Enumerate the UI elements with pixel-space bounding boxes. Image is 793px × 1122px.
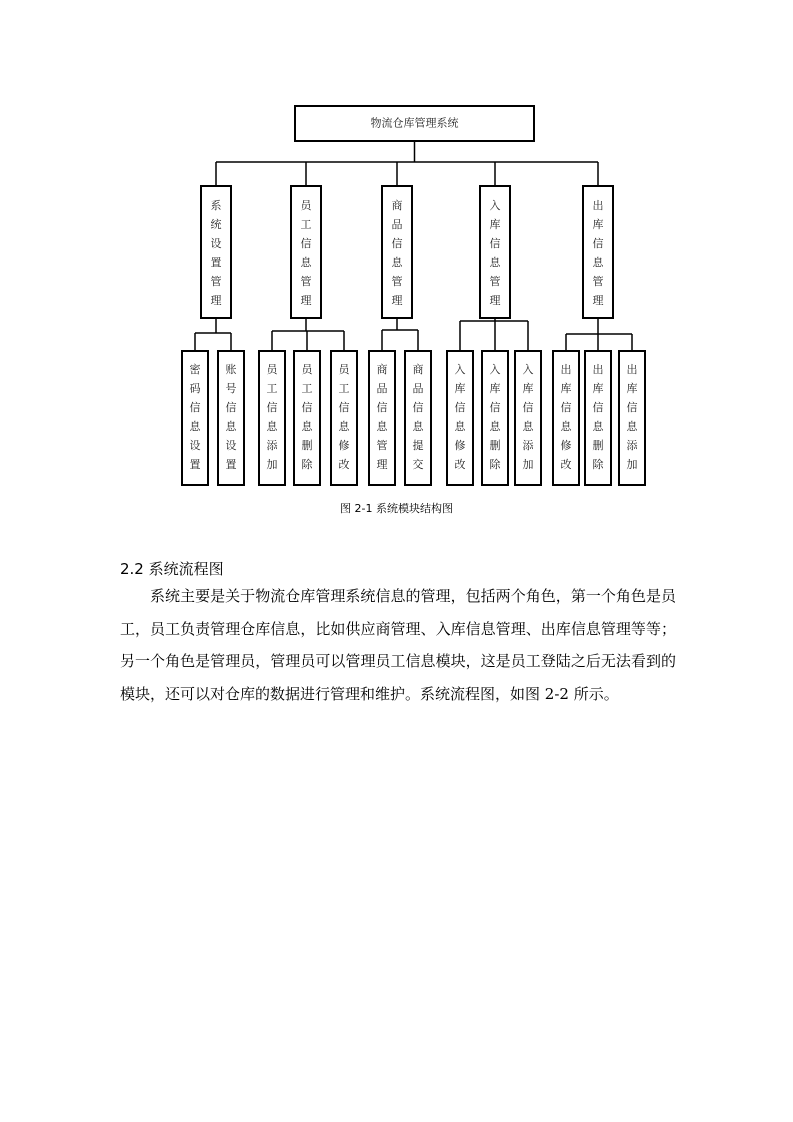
- submodule-label-char: 库: [522, 382, 534, 395]
- module-label-char: 置: [210, 256, 222, 269]
- submodule-label-char: 信: [522, 401, 534, 414]
- submodule-label-char: 加: [522, 458, 534, 471]
- submodule-label-char: 置: [189, 458, 201, 471]
- submodule-label-char: 出: [560, 363, 572, 376]
- submodule-label-char: 设: [189, 439, 201, 452]
- submodule-label-char: 信: [412, 401, 424, 414]
- module-label-char: 理: [210, 294, 222, 307]
- submodule-label-char: 修: [338, 439, 350, 452]
- submodule-label-char: 息: [626, 420, 638, 433]
- submodule-label-char: 商: [412, 363, 424, 376]
- submodule-label-char: 管: [376, 439, 388, 452]
- submodule-label-char: 息: [489, 420, 501, 433]
- submodule-label-char: 添: [266, 439, 278, 452]
- submodule-label-char: 息: [266, 420, 278, 433]
- module-label-char: 信: [391, 237, 403, 250]
- module-label-char: 商: [391, 199, 403, 212]
- submodule-label-char: 信: [189, 401, 201, 414]
- submodule-label-char: 息: [376, 420, 388, 433]
- root-label: 物流仓库管理系统: [370, 116, 459, 130]
- submodule-label-char: 信: [592, 401, 604, 414]
- submodule-label-char: 工: [338, 382, 350, 395]
- module-label-char: 管: [210, 275, 222, 288]
- module-label-char: 理: [592, 294, 604, 307]
- submodule-label-char: 改: [454, 458, 466, 471]
- submodule-label-char: 码: [189, 382, 201, 395]
- submodule-label-char: 信: [266, 401, 278, 414]
- module-label-char: 管: [592, 275, 604, 288]
- submodule-label-char: 库: [592, 382, 604, 395]
- submodule-label-char: 信: [560, 401, 572, 414]
- module-label-char: 理: [489, 294, 501, 307]
- submodule-label-char: 信: [376, 401, 388, 414]
- submodule-label-char: 置: [225, 458, 237, 471]
- submodule-label-char: 息: [189, 420, 201, 433]
- submodule-label-char: 出: [626, 363, 638, 376]
- submodule-label-char: 信: [338, 401, 350, 414]
- submodule-label-char: 修: [454, 439, 466, 452]
- module-label-char: 出: [592, 199, 604, 212]
- submodule-label-char: 提: [412, 439, 424, 452]
- submodule-label-char: 息: [522, 420, 534, 433]
- submodule-label-char: 工: [301, 382, 313, 395]
- module-label-char: 理: [391, 294, 403, 307]
- module-label-char: 库: [592, 218, 604, 231]
- module-label-char: 息: [391, 256, 403, 269]
- submodule-label-char: 删: [489, 439, 501, 452]
- submodule-label-char: 息: [592, 420, 604, 433]
- module-structure-diagram: [0, 0, 793, 500]
- submodule-label-char: 修: [560, 439, 572, 452]
- submodule-label-char: 添: [626, 439, 638, 452]
- submodule-label-char: 账: [225, 363, 237, 376]
- submodule-label-char: 库: [626, 382, 638, 395]
- submodule-label-char: 信: [301, 401, 313, 414]
- submodule-label-char: 加: [626, 458, 638, 471]
- module-label-char: 系: [210, 199, 222, 212]
- submodule-label-char: 号: [225, 382, 237, 395]
- module-label-char: 信: [489, 237, 501, 250]
- submodule-label-char: 库: [489, 382, 501, 395]
- submodule-label-char: 息: [454, 420, 466, 433]
- submodule-label-char: 出: [592, 363, 604, 376]
- submodule-label-char: 信: [225, 401, 237, 414]
- submodule-label-char: 息: [412, 420, 424, 433]
- submodule-label-char: 息: [225, 420, 237, 433]
- submodule-label-char: 改: [560, 458, 572, 471]
- module-label-char: 理: [300, 294, 312, 307]
- submodule-label-char: 信: [626, 401, 638, 414]
- module-label-char: 息: [489, 256, 501, 269]
- submodule-label-char: 除: [489, 458, 501, 471]
- module-label-char: 息: [592, 256, 604, 269]
- submodule-label-char: 息: [338, 420, 350, 433]
- module-label-char: 库: [489, 218, 501, 231]
- submodule-label-char: 加: [266, 458, 278, 471]
- module-label-char: 员: [300, 199, 312, 212]
- figure-caption: 图 2-1 系统模块结构图: [340, 502, 453, 515]
- submodule-label-char: 信: [454, 401, 466, 414]
- submodule-label-char: 入: [454, 363, 466, 376]
- submodule-label-char: 密: [189, 363, 201, 376]
- submodule-label-char: 员: [301, 363, 313, 376]
- submodule-label-char: 理: [376, 458, 388, 471]
- submodule-label-char: 员: [338, 363, 350, 376]
- submodule-label-char: 库: [560, 382, 572, 395]
- submodule-label-char: 入: [522, 363, 534, 376]
- section-heading: 2.2 系统流程图: [120, 560, 224, 578]
- submodule-label-char: 信: [489, 401, 501, 414]
- submodule-label-char: 改: [338, 458, 350, 471]
- submodule-label-char: 交: [412, 458, 424, 471]
- submodule-label-char: 息: [560, 420, 572, 433]
- module-label-char: 统: [210, 218, 222, 231]
- submodule-label-char: 息: [301, 420, 313, 433]
- body-paragraph: 系统主要是关于物流仓库管理系统信息的管理，包括两个角色，第一个角色是员工，员工负责管理仓库信息，比如供应商管理、入库信息管理、出库信息管理等等；另一个角色是管理员，管理员可以管理员工信息模块，这是员工登陆之后无法看到的模块，还可以对仓库的数据进行管理和维护。系统流程图，如图 2-2 所示。: [120, 587, 676, 703]
- module-label-char: 管: [300, 275, 312, 288]
- submodule-label-char: 除: [301, 458, 313, 471]
- module-label-char: 入: [489, 199, 501, 212]
- module-label-char: 信: [300, 237, 312, 250]
- submodule-label-char: 工: [266, 382, 278, 395]
- submodule-label-char: 入: [489, 363, 501, 376]
- module-label-char: 设: [210, 237, 222, 250]
- module-label-char: 工: [300, 218, 312, 231]
- module-label-char: 管: [489, 275, 501, 288]
- module-label-char: 信: [592, 237, 604, 250]
- submodule-label-char: 商: [376, 363, 388, 376]
- submodule-label-char: 品: [412, 382, 424, 395]
- submodule-label-char: 添: [522, 439, 534, 452]
- submodule-label-char: 删: [592, 439, 604, 452]
- module-label-char: 息: [300, 256, 312, 269]
- submodule-label-char: 删: [301, 439, 313, 452]
- submodule-label-char: 除: [592, 458, 604, 471]
- module-label-char: 管: [391, 275, 403, 288]
- submodule-label-char: 品: [376, 382, 388, 395]
- module-label-char: 品: [391, 218, 403, 231]
- submodule-label-char: 员: [266, 363, 278, 376]
- submodule-label-char: 设: [225, 439, 237, 452]
- submodule-label-char: 库: [454, 382, 466, 395]
